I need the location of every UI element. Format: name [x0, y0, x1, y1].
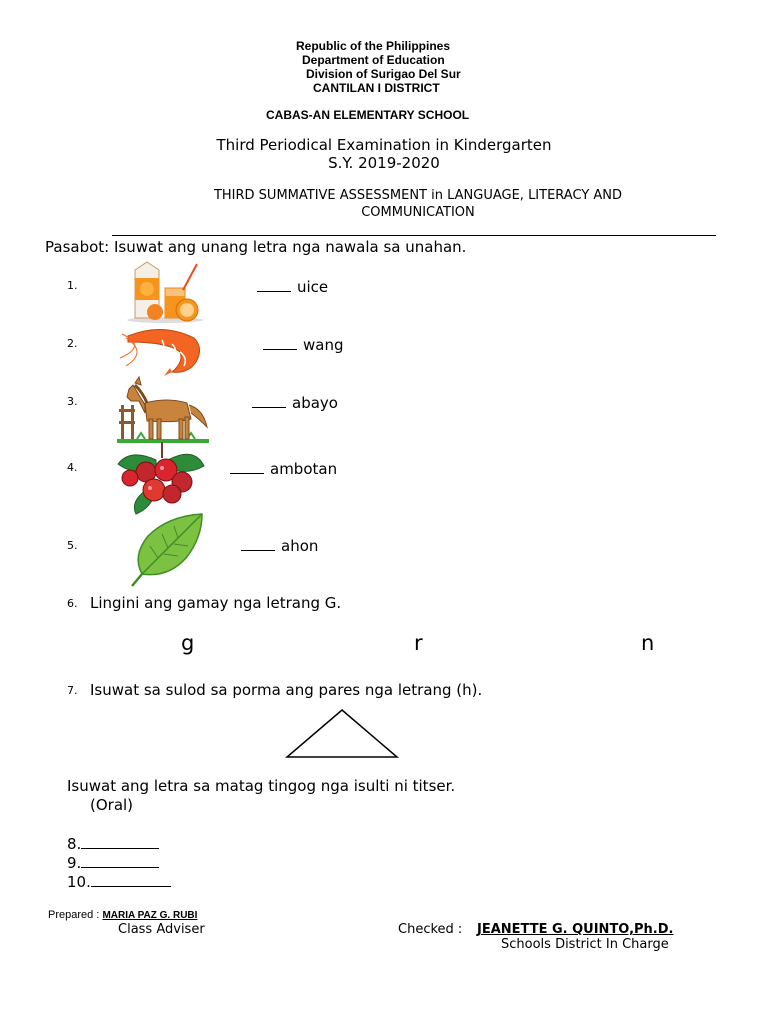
school-year: S.Y. 2019-2020	[328, 154, 440, 172]
checked-role: Schools District In Charge	[501, 937, 669, 952]
instructions: Pasabot: Isuwat ang unang letra nga nawala sa unahan.	[45, 238, 467, 256]
district-line: CANTILAN I DISTRICT	[313, 81, 440, 95]
item-word	[252, 393, 338, 412]
oral-answer-10	[67, 873, 171, 891]
orange-juice-icon	[125, 260, 207, 324]
answer-line[interactable]	[91, 886, 171, 887]
word-fragment: ambotan	[270, 460, 338, 478]
item-number: 1.	[67, 279, 78, 292]
word-fragment: abayo	[292, 394, 338, 412]
item6-question: Lingini ang gamay nga letrang G.	[90, 594, 342, 612]
answer-line[interactable]	[81, 848, 159, 849]
item-number: 2.	[67, 337, 78, 350]
answer-blank[interactable]	[263, 335, 297, 350]
header-divider	[112, 235, 716, 236]
item-word	[241, 536, 318, 555]
item7-question: Isuwat sa sulod sa porma ang pares nga letrang (h).	[90, 681, 483, 699]
item-word	[230, 459, 337, 478]
letter-choice[interactable]: r	[414, 631, 423, 655]
item-number: 10.	[67, 873, 91, 891]
checked-label: Checked :	[398, 922, 463, 937]
answer-line[interactable]	[81, 867, 159, 868]
oral-note: (Oral)	[90, 796, 134, 814]
school-name: CABAS-AN ELEMENTARY SCHOOL	[266, 108, 470, 122]
item-number: 5.	[67, 539, 78, 552]
republic-line: Republic of the Philippines	[296, 39, 451, 53]
item-word	[263, 335, 344, 354]
answer-blank[interactable]	[252, 393, 286, 408]
item-number: 6.	[67, 597, 78, 610]
item-number: 4.	[67, 461, 78, 474]
prepared-role: Class Adviser	[118, 922, 205, 937]
item-number: 9.	[67, 854, 82, 872]
shrimp-icon	[118, 322, 206, 376]
letter-choice[interactable]: n	[641, 631, 655, 655]
assessment-line-1: THIRD SUMMATIVE ASSESSMENT in LANGUAGE, LITERACY AND	[213, 188, 623, 203]
letter-choice[interactable]: g	[181, 631, 195, 655]
word-fragment: uice	[297, 278, 329, 296]
oral-answer-9	[67, 854, 159, 872]
item-number: 8.	[67, 835, 82, 853]
triangle-shape[interactable]	[285, 708, 401, 760]
assessment-line-2: COMMUNICATION	[361, 205, 475, 220]
answer-blank[interactable]	[230, 459, 264, 474]
horse-icon	[117, 375, 209, 443]
checked-name: JEANETTE G. QUINTO,Ph.D.	[477, 922, 674, 937]
answer-blank[interactable]	[241, 536, 275, 551]
leaf-icon	[128, 512, 206, 588]
rambutan-icon	[116, 442, 206, 516]
division-line: Division of Surigao Del Sur	[306, 67, 461, 81]
word-fragment: ahon	[281, 537, 319, 555]
prepared-name: MARIA PAZ G. RUBI	[102, 910, 198, 921]
answer-blank[interactable]	[257, 277, 291, 292]
prepared-label: Prepared :	[48, 909, 100, 921]
oral-answer-8	[67, 835, 159, 853]
prepared-by	[48, 909, 197, 921]
item-word	[257, 277, 328, 296]
word-fragment: wang	[303, 336, 344, 354]
oral-instruction: Isuwat ang letra sa matag tingog nga isulti ni titser.	[67, 777, 456, 795]
exam-title: Third Periodical Examination in Kindergarten	[216, 136, 552, 154]
department-line: Department of Education	[302, 53, 445, 67]
item-number: 7.	[67, 684, 78, 697]
item-number: 3.	[67, 395, 78, 408]
